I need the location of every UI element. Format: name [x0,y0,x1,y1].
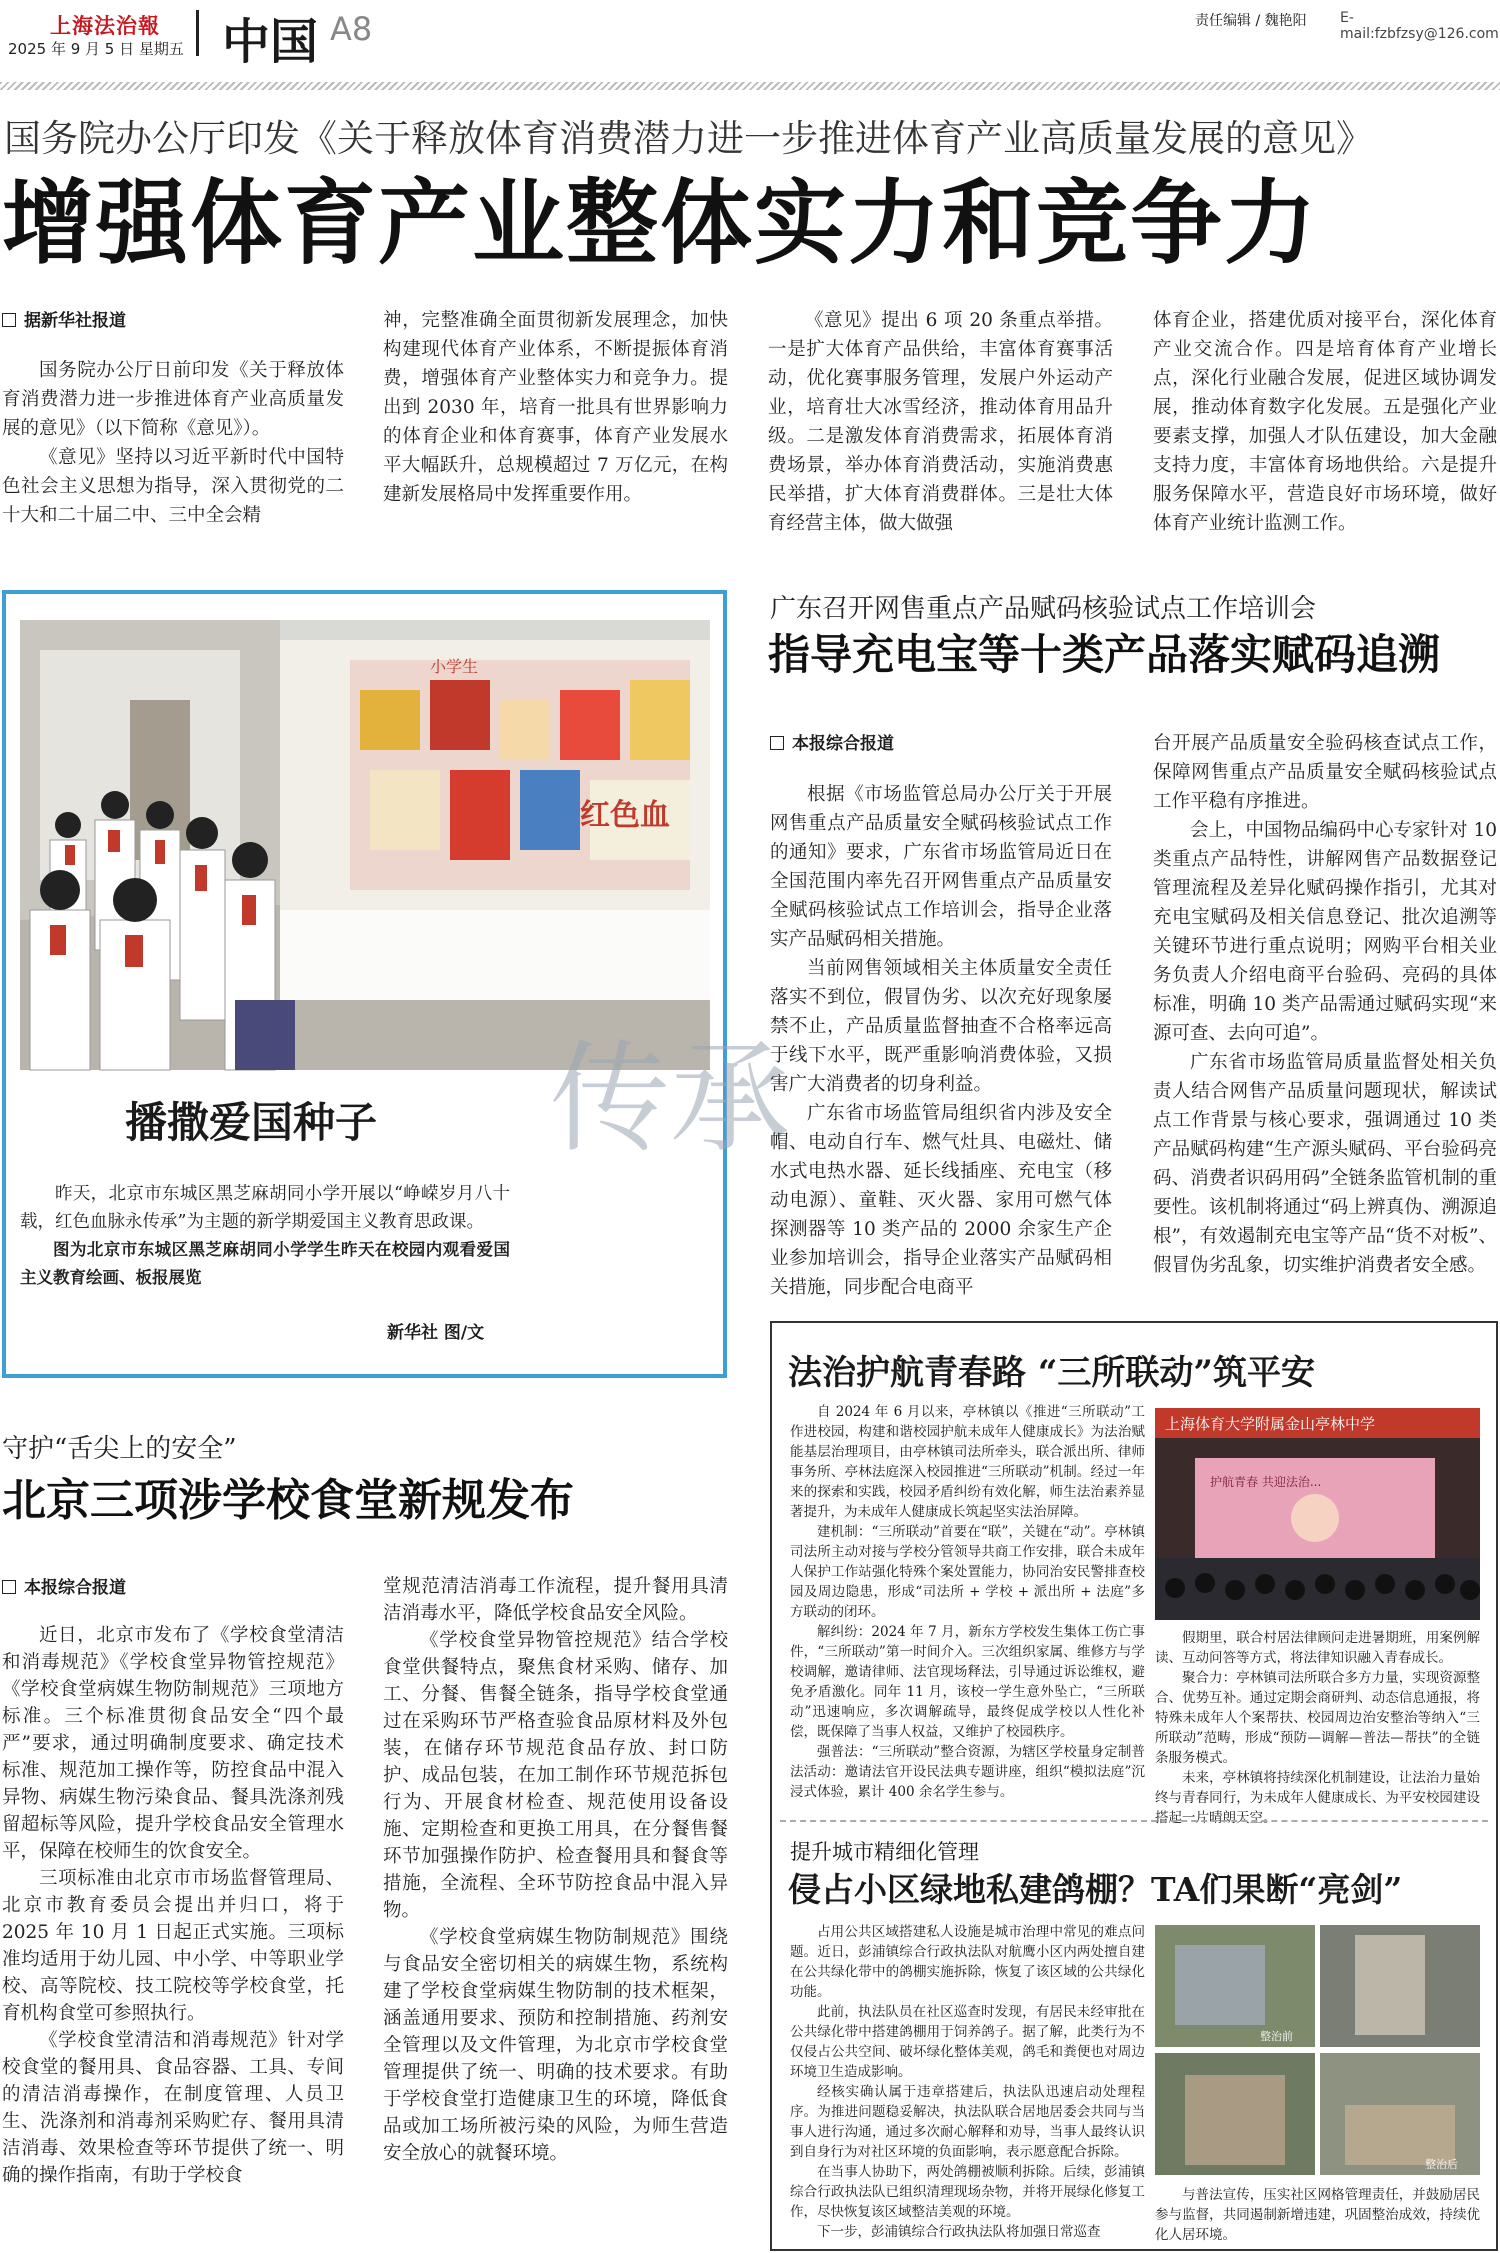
photo-caption: 图为北京市东城区黑芝麻胡同小学学生昨天在校园内观看爱国主义教育绘画、板报展览 [20,1240,510,1287]
sidebar-divider [780,1820,1488,1822]
photo-credit: 新华社 图/文 [387,1323,485,1343]
sidebar-para: 强普法：“三所联动”整合资源，为辖区学校量身定制普法活动：邀请法官开设民法典专题讲座，组织“模拟法庭”沉浸式体验，累计 400 余名学生参与。 [790,1744,1145,1800]
sidebar-para: 与普法宣传，压实社区网格管理责任，并鼓励居民参与监督，共同遏制新增违建，巩固整治成效，持续优化人居环境。 [1155,2187,1480,2243]
credit-box-icon [2,313,16,327]
guangdong-kicker: 广东召开网售重点产品赋码核验试点工作培训会 [770,594,1317,624]
guangdong-para: 广东省市场监管局组织省内涉及安全帽、电动自行车、燃气灶具、电磁灶、储水式电热水器、延长线插座、充电宝（移动电源）、童鞋、灭火器、家用可燃气体探测器等 10 类产品的 2000 余家生产企业参加培训会，指导企业落实产品赋码相关措施，同步配合电商平 [770,1103,1112,1298]
lead-kicker: 国务院办公厅印发《关于释放体育消费潜力进一步推进体育产业高质量发展的意见》 [4,117,1373,160]
lead-para: 《意见》提出 6 项 20 条重点举措。一是扩大体育产品供给，丰富体育赛事活动，优化赛事服务管理，发展户外运动产业，培育壮大冰雪经济，推动体育用品升级。二是激发体育消费需求，拓展体育消费场景，举办体育消费活动，实施消费惠民举措，扩大体育消费群体。三是壮大体育经营主体，做大做强 [768,310,1113,534]
wall-text-small: 小学生 [430,657,479,676]
guangdong-headline: 指导充电宝等十类产品落实赋码追溯 [768,630,1441,679]
sidebar-headline-1: 法治护航青春路 “三所联动”筑平安 [788,1353,1315,1393]
lead-column-4 [1153,306,1497,538]
credit-box-icon [2,1580,16,1594]
sidebar-para: 聚合力：亭林镇司法所联合多方力量，实现资源整合、优势互补。通过定期会商研判、动态信息通报，将特殊未成年人个案帮扶、校园周边治安整治等纳入“三所联动”范畴，形成“预防—调解—普法—帮扶”的全链条服务模式。 [1155,1670,1480,1766]
banner-text: 上海体育大学附属金山亭林中学 [1165,1415,1376,1433]
food-para: 三项标准由北京市市场监督管理局、北京市教育委员会提出并归口，将于 2025 年 10 月 1 日起正式实施。三项标准均适用于幼儿园、中小学、中等职业学校、高等院校、技工院校等学校食堂，托育机构食堂可参照执行。 [2,1868,344,2024]
sidebar-para: 下一步，彭浦镇综合行政执法队将加强日常巡查 [817,2224,1101,2240]
issue-date: 2025 年 9 月 5 日 星期五 [8,40,184,58]
page-number: A8 [330,10,373,48]
photo-label-after: 整治后 [1425,2158,1458,2171]
guangdong-credit [770,729,894,754]
guangdong-para: 根据《市场监管总局办公厅关于开展网售重点产品质量安全赋码核验试点工作的通知》要求，广东省市场监管局近日在全国范围内率先召开网售重点产品质量安全赋码核验试点工作培训会，指导企业落实产品赋码相关措施。 [770,784,1112,950]
lead-credit-text: 据新华社报道 [24,311,126,331]
guangdong-para: 会上，中国物品编码中心专家针对 10 类重点产品特性，讲解网售产品数据登记管理流程及差异化赋码操作指引，尤其对充电宝赋码及相关信息登记、批次追溯等关键环节进行重点说明；网购平台相关业务负责人介绍电商平台验码、亮码的具体标准，明确 10 类产品需通过赋码实现“来源可查、去向可追”。 [1153,820,1497,1044]
sidebar-para: 自 2024 年 6 月以来，亭林镇以《推进“三所联动”工作进校园，构建和谐校园护航未成年人健康成长》为法治赋能基层治理项目，由亭林镇司法所牵头，联合派出所、律师事务所、亭林法庭深入校园推进“三所联动”机制。经过一年来的探索和实践，校园矛盾纠纷有效化解，师生法治素养显著提升，为未成年人健康成长筑起坚实法治屏障。 [790,1404,1145,1520]
editor-email: E-mail:fzbfzsy@126.com [1340,10,1499,42]
responsible-editor: 责任编辑 / 魏艳阳 [1195,13,1307,29]
section-title: 中国 [222,14,319,70]
sidebar-para: 此前，执法队员在社区巡查时发现，有居民未经审批在公共绿化带中搭建鸽棚用于饲养鸽子。据了解，此类行为不仅侵占公共空间、破坏绿化整体美观，鸽毛和粪便也对周边环境卫生造成影响。 [790,2004,1145,2080]
food-credit [2,1573,126,1598]
lead-para: 神，完整准确全面贯彻新发展理念，加快构建现代体育产业体系，不断提振体育消费，增强体育产业整体实力和竞争力。提出到 2030 年，培育一批具有世界影响力的体育企业和体育赛事，体育产业发展水平大幅跃升，总规模超过 7 万亿元，在构建新发展格局中发挥重要作用。 [383,310,728,505]
sidebar-para: 建机制：“三所联动”首要在“联”，关键在“动”。亭林镇司法所主动对接与学校分管领导共商工作安排，联合未成年人保护工作站强化特殊个案处置能力，协同治安民警排查校园及周边隐患，形成“司法所 + 学校 + 派出所 + 法庭”多方联动的闭环。 [790,1524,1145,1620]
food-para: 《学校食堂病媒生物防制规范》围绕与食品安全密切相关的病媒生物，系统构建了学校食堂病媒生物防制的技术框架，涵盖通用要求、预防和控制措施、药剂安全管理以及文件管理，为北京市学校食堂管理提供了统一、明确的技术要求。有助于学校食堂打造健康卫生的环境，降低食品或加工场所被污染的风险，为师生营造安全放心的就餐环境。 [383,1927,728,2164]
food-column-2 [383,1573,728,2167]
sidebar-kicker-2: 提升城市精细化管理 [790,1840,979,1864]
masthead-divider [196,10,199,56]
sidebar-para: 在当事人协助下，两处鸽棚被顺利拆除。后续，彭浦镇综合行政执法队已组织清理现场杂物，并将开展绿化修复工作，尽快恢复该区域整洁美观的环境。 [790,2164,1145,2220]
sidebar-column-1 [790,1402,1145,1802]
food-kicker: 守护“舌尖上的安全” [2,1434,237,1464]
food-para: 《学校食堂清洁和消毒规范》针对学校食堂的餐用具、食品容器、工具、专间的清洁消毒操作，在制度管理、人员卫生、洗涤剂和消毒剂采购贮存、餐用具清洁消毒、效果检查等环节提供了统一、明确的操作指南，有助于学校食 [2,2030,344,2186]
classroom-photo [20,620,710,1070]
photo-label-before: 整治前 [1260,2030,1293,2043]
photo-feature-text [20,1180,510,1292]
food-para: 《学校食堂异物管控规范》结合学校食堂供餐特点，聚焦食材采购、储存、加工、分餐、售餐全链条，指导学校食堂通过在采购环节严格查验食品原材料及外包装，在储存环节规范食品存放、封口防护、成品包装，在加工制作环节规范拆包行为、开展食材检查、规范使用设备设施、定期检查和更换工用具，在分餐售餐环节加强操作防护、检查餐用具和餐食等措施，全流程、全环节防控食品中混入异物。 [383,1630,728,1921]
lead-headline: 增强体育产业整体实力和竞争力 [2,169,1319,277]
food-column-1 [2,1622,344,2189]
photo-feature-lead: 昨天，北京市东城区黑芝麻胡同小学开展以“峥嵘岁月八十载，红色血脉永传承”为主题的新学期爱国主义教育思政课。 [20,1184,510,1232]
sidebar-para: 未来，亭林镇将持续深化机制建设，让法治力量始终与青春同行，为未成年人健康成长、为平安校园建设搭起一片晴朗天空。 [1155,1770,1480,1826]
sidebar-para: 假期里，联合村居法律顾问走进暑期班，用案例解读、互动问答等方式，将法律知识融入青春成长。 [1155,1630,1480,1666]
pigeon-shed-photos [1155,1925,1480,2175]
credit-box-icon [770,736,784,750]
lead-para: 《意见》坚持以习近平新时代中国特色社会主义思想为指导，深入贯彻党的二十大和二十届二中、三中全会精 [2,447,344,526]
lead-column-1 [2,356,344,530]
guangdong-column-1 [770,780,1112,1302]
sidebar-para: 解纠纷：2024 年 7 月，新东方学校发生集体工伤亡事件，“三所联动”第一时间介入。三次组织家属、维修方与学校调解，邀请律师、法官现场释法，引导通过诉讼维权，避免矛盾激化。同年 11 月，该校一学生意外坠亡，“三所联动”迅速响应，多次调解疏导，最终促成学校以人性化补偿，既保障了当事人权益，又维护了校园秩序。 [790,1624,1145,1740]
lead-column-3 [768,306,1113,538]
sidebar-column-2 [1155,1628,1480,1828]
food-para: 近日，北京市发布了《学校食堂清洁和消毒规范》《学校食堂异物管控规范》《学校食堂病媒生物防制规范》三项地方标准。三个标准贯彻食品安全“四个最严”要求，通过明确制度要求、确定技术标准、规范加工操作等，防控食品中混入异物、病媒生物污染食品、餐具洗涤剂残留超标等风险，提升学校食品安全管理水平，保障在校师生的饮食安全。 [2,1625,344,1862]
guangdong-credit-text: 本报综合报道 [792,734,894,754]
guangdong-para: 当前网售领域相关主体质量安全责任落实不到位，假冒伪劣、以次充好现象屡禁不止，产品质量监督抽查不合格率远高于线下水平，既严重影响消费体验，又损害广大消费者的切身利益。 [770,958,1112,1095]
stage-screen-text: 护航青春 共迎法治... [1210,1475,1322,1489]
wall-text: 红色血 [580,798,670,833]
food-credit-text: 本报综合报道 [24,1578,126,1598]
sidebar-para: 经核实确认属于违章搭建后，执法队迅速启动处理程序。为推进问题稳妥解决，执法队联合居地居委会共同与当事人进行沟通，通过多次耐心解释和劝导，当事人最终认识到自身行为对社区环境的负面影响，表示愿意配合拆除。 [790,2084,1145,2160]
sidebar-column-3 [790,1922,1145,2242]
guangdong-column-2 [1153,729,1497,1280]
masthead-stripe [0,82,1500,90]
guangdong-para: 台开展产品质量安全验码核查试点工作，保障网售重点产品质量安全赋码核验试点工作平稳有序推进。 [1153,733,1497,812]
lead-credit [2,306,126,331]
sidebar-headline-2: 侵占小区绿地私建鸽棚？TA们果断“亮剑” [788,1870,1403,1909]
food-para: 堂规范清洁消毒工作流程，提升餐用具清洁消毒水平，降低学校食品安全风险。 [383,1576,728,1624]
photo-feature-title: 播撒爱国种子 [125,1098,378,1147]
sidebar-column-4 [1155,2185,1480,2245]
food-headline: 北京三项涉学校食堂新规发布 [2,1475,574,1526]
lead-para: 体育企业，搭建优质对接平台，深化体育产业交流合作。四是培育体育产业增长点，深化行业融合发展，促进区域协调发展，推动体育数字化发展。五是强化产业要素支撑，加强人才队伍建设，加大金融支持力度，丰富体育场地供给。六是提升服务保障水平，营造良好市场环境，做好体育产业统计监测工作。 [1153,310,1497,534]
lead-para: 国务院办公厅日前印发《关于释放体育消费潜力进一步推进体育产业高质量发展的意见》（以下简称《意见》）。 [2,360,344,439]
guangdong-para: 广东省市场监管局质量监督处相关负责人结合网售产品质量问题现状，解读试点工作背景与核心要求，强调通过 10 类产品赋码构建“生产源头赋码、平台验码亮码、消费者识码用码”全链条监管机制的重要性。该机制将通过“码上辨真伪、溯源追根”，有效遏制充电宝等产品“货不对板”、假冒伪劣乱象，切实维护消费者安全感。 [1153,1052,1497,1276]
sidebar-para: 占用公共区域搭建私人设施是城市治理中常见的难点问题。近日，彭浦镇综合行政执法队对航鹰小区内两处擅自建在公共绿化带中的鸽棚实施拆除，恢复了该区域的公共绿化功能。 [790,1924,1145,2000]
calligraphy-text: 传承 [550,1030,790,1169]
paper-logo: 上海法治報 [50,13,160,38]
calligraphy-art [540,1010,790,1340]
school-event-photo [1155,1408,1480,1620]
lead-column-2 [383,306,728,509]
